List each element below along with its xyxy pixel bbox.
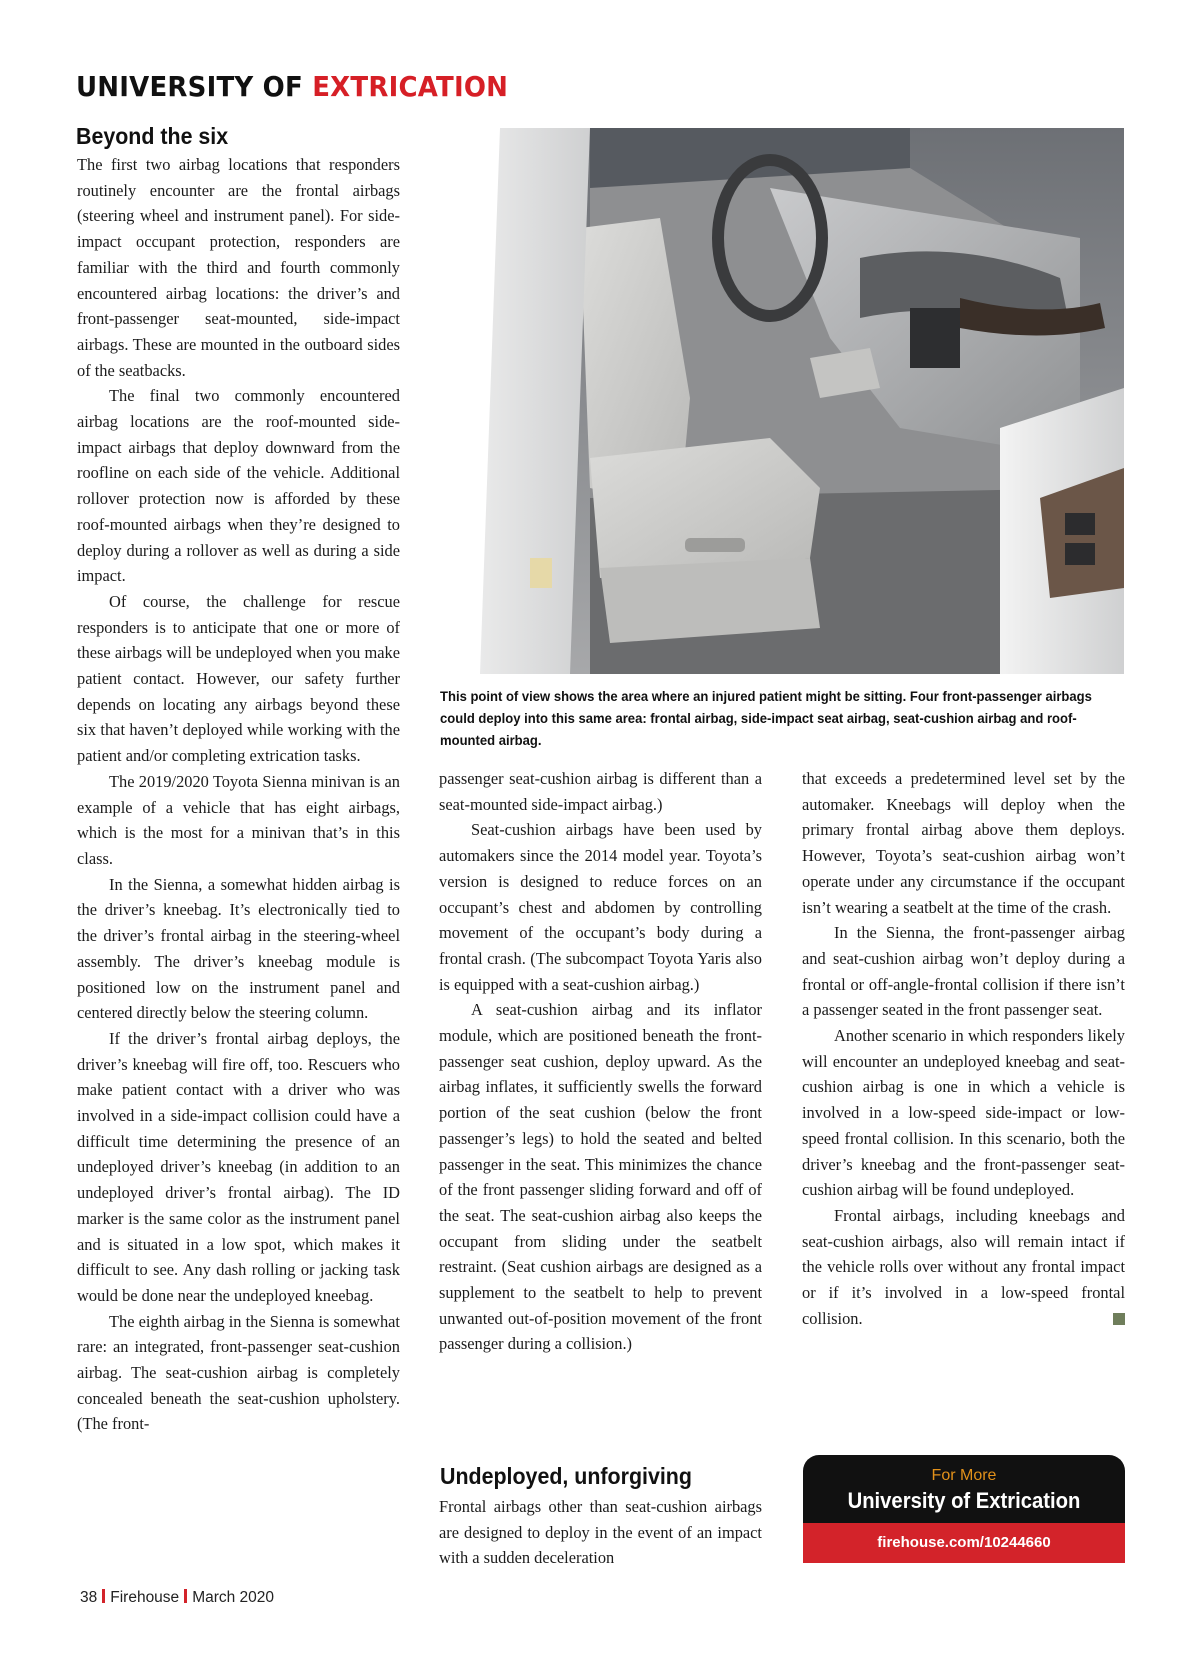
col3-paragraph: that exceeds a predetermined level set by the automaker. Kneebags will deploy when the primary frontal airbag above them deploys. However, Toyota’s seat-cushion airbag won’t operate under any circumstance if the occupant isn’t wearing a seatbelt at the time of the crash.: [802, 769, 1125, 917]
promo-title: University of Extrication: [847, 1488, 1081, 1513]
minivan-interior-illustration: [440, 128, 1124, 674]
col3-paragraph-final: [802, 1203, 1125, 1332]
heading-undeployed-unforgiving: Undeployed, unforgiving: [440, 1463, 692, 1489]
col1-paragraph: If the driver’s frontal airbag deploys, the driver’s kneebag will fire off, too. Rescuers who make patient contact with a driver who was involved in a side-impact collision could have a difficult time determining the presence of an undeployed driver’s kneebag (in addition to an undeployed driver’s frontal airbag). The ID marker is the same color as the instrument panel and is situated in a low spot, which makes it difficult to see. Any dash rolling or jacking task would be done near the undeployed kneebag.: [77, 1028, 400, 1305]
article-column-3: [802, 766, 1125, 1331]
footer-separator: [102, 1589, 105, 1603]
promo-kicker: For More: [931, 1467, 997, 1484]
col3-final-text: Frontal airbags, including kneebags and seat-cushion airbags, also will remain intact if the vehicle rolls over without any frontal impact or if it’s involved in a low-speed frontal collision.: [802, 1205, 1125, 1328]
footer-separator: [184, 1589, 187, 1603]
footer-issue: March 2020: [192, 1589, 275, 1606]
col1-paragraph: Of course, the challenge for rescue responders is to anticipate that one or more of these airbags will be undeployed when you make patient contact. However, our safety further depends on locating any airbags beyond these six that haven’t deployed while working with the patient and/or completing extrication tasks.: [77, 591, 400, 766]
promo-link[interactable]: firehouse.com/10244660: [803, 1523, 1125, 1563]
section-header: [76, 72, 508, 104]
header-word-university: UNIVERSITY OF: [76, 72, 303, 104]
col3-paragraph: In the Sienna, the front-passenger airbag and seat-cushion airbag won’t deploy during a frontal or off-angle-frontal collision if there isn’t a passenger seated in the front passenger seat.: [802, 923, 1125, 1020]
page-footer: [80, 1589, 274, 1607]
col1-paragraph: The 2019/2020 Toyota Sienna minivan is an example of a vehicle that has eight airbags, which is the most for a minivan that’s in this class.: [77, 771, 400, 868]
col1-paragraph: The eighth airbag in the Sienna is somewhat rare: an integrated, front-passenger seat-cushion airbag. The seat-cushion airbag is completely concealed beneath the seat-cushion upholstery. (The front-: [77, 1311, 400, 1434]
col2-paragraph: Seat-cushion airbags have been used by automakers since the 2014 model year. Toyota’s version is designed to reduce forces on an occupant’s chest and abdomen by controlling movement of the occupant’s body during a frontal crash. (The subcompact Toyota Yaris also is equipped with a seat-cushion airbag.): [439, 820, 762, 994]
col3-paragraph: Another scenario in which responders likely will encounter an undeployed kneebag and seat-cushion airbag is one in which a vehicle is involved in a low-speed side-impact or low-speed frontal collision. In this scenario, both the driver’s kneebag and the front-passenger seat-cushion airbag will be found undeployed.: [802, 1026, 1125, 1200]
article-column-1: [77, 152, 400, 1437]
col2-paragraph: Frontal airbags other than seat-cushion airbags are designed to deploy in the event of an impact with a sudden deceleration: [439, 1497, 762, 1568]
photo-caption: This point of view shows the area where an injured patient might be sitting. Four front-passenger airbags could deploy into this same area: frontal airbag, side-impact seat airbag, seat-cushion airbag and roof-mounted airbag.: [440, 689, 1092, 748]
minivan-interior-photo: [440, 128, 1124, 674]
article-column-2: [439, 766, 762, 1357]
col1-paragraph: The final two commonly encountered airbag locations are the roof-mounted side-impact airbags that deploy downward from the roofline on each side of the vehicle. Additional rollover protection now is afforded by these roof-mounted airbags when they’re designed to deploy during a rollover as well as during a side impact.: [77, 386, 400, 586]
end-of-article-mark: [1113, 1313, 1125, 1325]
col1-paragraph: The first two airbag locations that responders routinely encounter are the frontal airbags (steering wheel and instrument panel). For side-impact occupant protection, responders are familiar with the third and fourth commonly encountered airbag locations: the driver’s and front-passenger seat-mounted, side-impact airbags. These are mounted in the outboard sides of the seatbacks.: [77, 155, 400, 380]
col2-paragraph: A seat-cushion airbag and its inflator module, which are positioned beneath the front-passenger seat cushion, deploy upward. As the airbag inflates, it sufficiently swells the forward portion of the seat cushion (below the front passenger’s legs) to hold the seated and belted passenger in the seat. This minimizes the chance of the front passenger sliding forward and off of the seat. The seat-cushion airbag also keeps the occupant from sliding under the seatbelt restraint. (Seat cushion airbags are designed as a supplement to the seatbelt to help to prevent unwanted out-of-position movement of the front passenger during a collision.): [439, 1000, 762, 1354]
heading-beyond-the-six: Beyond the six: [76, 123, 229, 149]
col2-paragraph: passenger seat-cushion airbag is different than a seat-mounted side-impact airbag.): [439, 769, 762, 814]
footer-page-number: 38: [80, 1589, 98, 1606]
for-more-promo-box[interactable]: [803, 1455, 1125, 1563]
footer-publication: Firehouse: [110, 1589, 180, 1606]
header-word-extrication: EXTRICATION: [312, 72, 509, 104]
article-column-2-continued: [439, 1494, 762, 1571]
col1-paragraph: In the Sienna, a somewhat hidden airbag is the driver’s kneebag. It’s electronically tied to the driver’s frontal airbag in the steering-wheel assembly. The driver’s kneebag module is positioned low on the instrument panel and centered directly below the steering column.: [77, 874, 400, 1023]
